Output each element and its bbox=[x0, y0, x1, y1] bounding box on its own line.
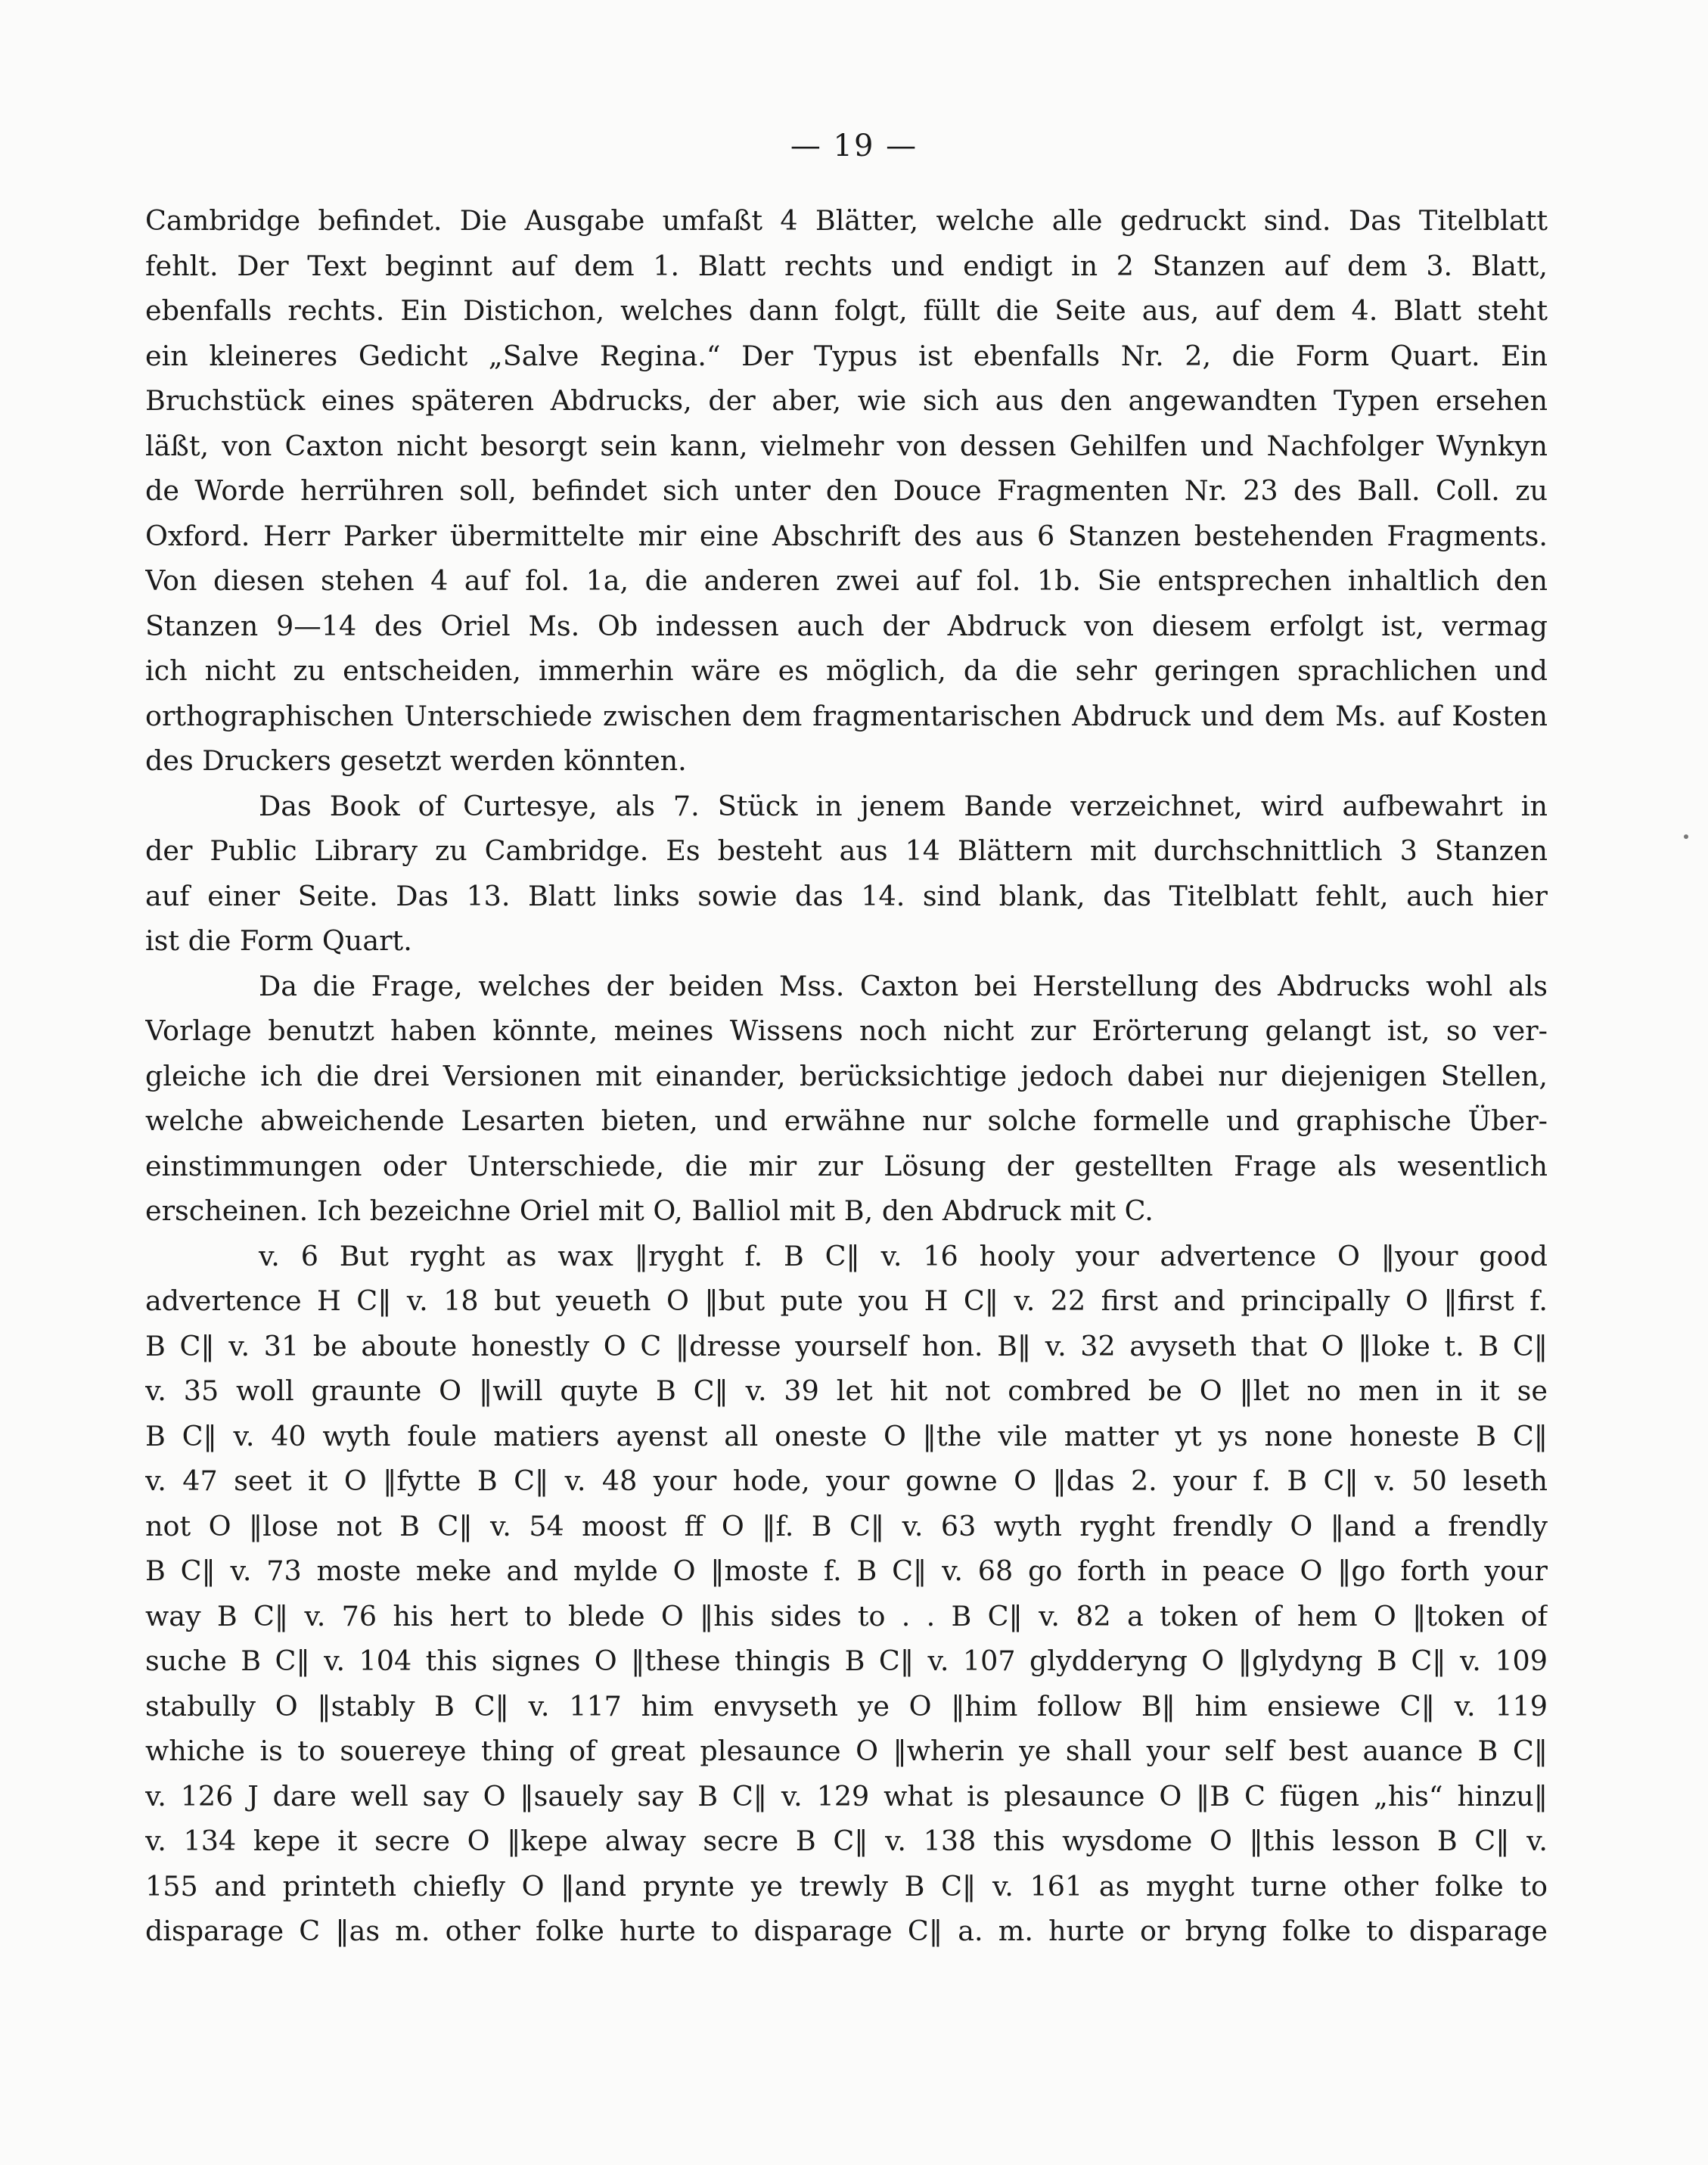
text-line: B C‖ v. 31 be aboute honestly O C ‖dresse yourself hon. B‖ v. 32 avyseth that O ‖loke t. B C‖ bbox=[145, 1329, 1548, 1362]
text-line: Stanzen 9—14 des Oriel Ms. Ob indessen auch der Abdruck von diesem erfolgt ist, vermag bbox=[145, 609, 1548, 642]
text-line: v. 6 But ryght as wax ‖ryght f. B C‖ v. 16 hooly your advertence O ‖your good bbox=[259, 1239, 1548, 1272]
text-line: 155 and printeth chiefly O ‖and prynte ye trewly B C‖ v. 161 as myght turne other folke to bbox=[145, 1869, 1548, 1903]
body-text bbox=[145, 198, 1548, 2044]
text-line: Von diesen stehen 4 auf fol. 1a, die anderen zwei auf fol. 1b. Sie entsprechen inhaltlich den bbox=[145, 564, 1548, 597]
text-line: einstimmungen oder Unterschiede, die mir zur Lösung der gestellten Frage als wesentlich bbox=[145, 1149, 1548, 1182]
text-line: ich nicht zu entscheiden, immerhin wäre es möglich, da die sehr geringen sprachlichen und bbox=[145, 654, 1548, 687]
text-line: advertence H C‖ v. 18 but yeueth O ‖but pute you H C‖ v. 22 first and principally O ‖first f. bbox=[145, 1284, 1548, 1317]
text-line: fehlt. Der Text beginnt auf dem 1. Blatt rechts und endigt in 2 Stanzen auf dem 3. Blatt, bbox=[145, 249, 1548, 282]
text-line: v. 126 J dare well say O ‖sauely say B C‖ v. 129 what is plesaunce O ‖B C fügen „his“ hinzu‖ bbox=[145, 1779, 1548, 1812]
text-line: B C‖ v. 40 wyth foule matiers ayenst all oneste O ‖the vile matter yt ys none honeste B C‖ bbox=[145, 1419, 1548, 1452]
text-line: orthographischen Unterschiede zwischen dem fragmentarischen Abdruck und dem Ms. auf Kosten bbox=[145, 699, 1548, 732]
text-line: whiche is to souereye thing of great plesaunce O ‖wherin ye shall your self best auance B C‖ bbox=[145, 1735, 1548, 1767]
text-line: Oxford. Herr Parker übermittelte mir eine Abschrift des aus 6 Stanzen bestehenden Fragments. bbox=[145, 519, 1548, 552]
text-line: der Public Library zu Cambridge. Es besteht aus 14 Blättern mit durchschnittlich 3 Stanzen bbox=[145, 834, 1548, 867]
text-line: ein kleineres Gedicht „Salve Regina.“ Der Typus ist ebenfalls Nr. 2, die Form Quart. Ein bbox=[145, 339, 1548, 372]
text-line: Cambridge befindet. Die Ausgabe umfaßt 4 Blätter, welche alle gedruckt sind. Das Titelblatt bbox=[145, 204, 1548, 237]
text-line: Da die Frage, welches der beiden Mss. Caxton bei Herstellung des Abdrucks wohl als bbox=[259, 969, 1548, 1002]
text-line: stabully O ‖stably B C‖ v. 117 him envyseth ye O ‖him follow B‖ him ensiewe C‖ v. 119 bbox=[145, 1689, 1548, 1722]
text-line: erscheinen. Ich bezeichne Oriel mit O, Balliol mit B, den Abdruck mit C. bbox=[145, 1194, 1154, 1227]
text-line: not O ‖lose not B C‖ v. 54 moost ff O ‖f. B C‖ v. 63 wyth ryght frendly O ‖and a frendly bbox=[145, 1509, 1548, 1542]
text-line: gleiche ich die drei Versionen mit einander, berücksichtige jedoch dabei nur diejenigen Stellen, bbox=[145, 1059, 1548, 1092]
text-line: des Druckers gesetzt werden könnten. bbox=[145, 744, 687, 777]
text-line: ist die Form Quart. bbox=[145, 924, 412, 957]
text-line bbox=[145, 1954, 1548, 1999]
text-line: läßt, von Caxton nicht besorgt sein kann, vielmehr von dessen Gehilfen und Nachfolger Wynkyn bbox=[145, 429, 1548, 462]
text-line: v. 35 woll graunte O ‖will quyte B C‖ v. 39 let hit not combred be O ‖let no men in it se bbox=[145, 1374, 1548, 1407]
text-line: Das Book of Curtesye, als 7. Stück in jenem Bande verzeichnet, wird aufbewahrt in bbox=[259, 789, 1548, 822]
text-line: suche B C‖ v. 104 this signes O ‖these thingis B C‖ v. 107 glydderyng O ‖glydyng B C‖ v. 109 bbox=[145, 1645, 1548, 1677]
text-line: way B C‖ v. 76 his hert to blede O ‖his sides to . . B C‖ v. 82 a token of hem O ‖token of bbox=[145, 1599, 1548, 1632]
text-line: de Worde herrühren soll, befindet sich unter den Douce Fragmenten Nr. 23 des Ball. Coll. zu bbox=[145, 474, 1548, 507]
page-number: — 19 — bbox=[790, 129, 918, 163]
text-line: v. 47 seet it O ‖fytte B C‖ v. 48 your hode, your gowne O ‖das 2. your f. B C‖ v. 50 leseth bbox=[145, 1465, 1548, 1497]
text-line: ebenfalls rechts. Ein Distichon, welches dann folgt, füllt die Seite aus, auf dem 4. Blatt steht bbox=[145, 294, 1548, 327]
text-line: B C‖ v. 73 moste meke and mylde O ‖moste f. B C‖ v. 68 go forth in peace O ‖go forth your bbox=[145, 1555, 1548, 1587]
paper-speck bbox=[1684, 834, 1688, 839]
text-line: disparage C ‖as m. other folke hurte to disparage C‖ a. m. hurte or bryng folke to disparage bbox=[145, 1915, 1548, 1947]
text-line: welche abweichende Lesarten bieten, und erwähne nur solche formelle und graphische Über- bbox=[145, 1104, 1548, 1137]
text-line: v. 134 kepe it secre O ‖kepe alway secre B C‖ v. 138 this wysdome O ‖this lesson B C‖ v. bbox=[145, 1825, 1548, 1857]
text-line bbox=[145, 1999, 1548, 2044]
text-line: auf einer Seite. Das 13. Blatt links sowie das 14. sind blank, das Titelblatt fehlt, auch hier bbox=[145, 879, 1548, 912]
text-line: Bruchstück eines späteren Abdrucks, der aber, wie sich aus den angewandten Typen ersehen bbox=[145, 384, 1548, 417]
text-line: Vorlage benutzt haben könnte, meines Wissens noch nicht zur Erörterung gelangt ist, so ver- bbox=[145, 1014, 1548, 1047]
